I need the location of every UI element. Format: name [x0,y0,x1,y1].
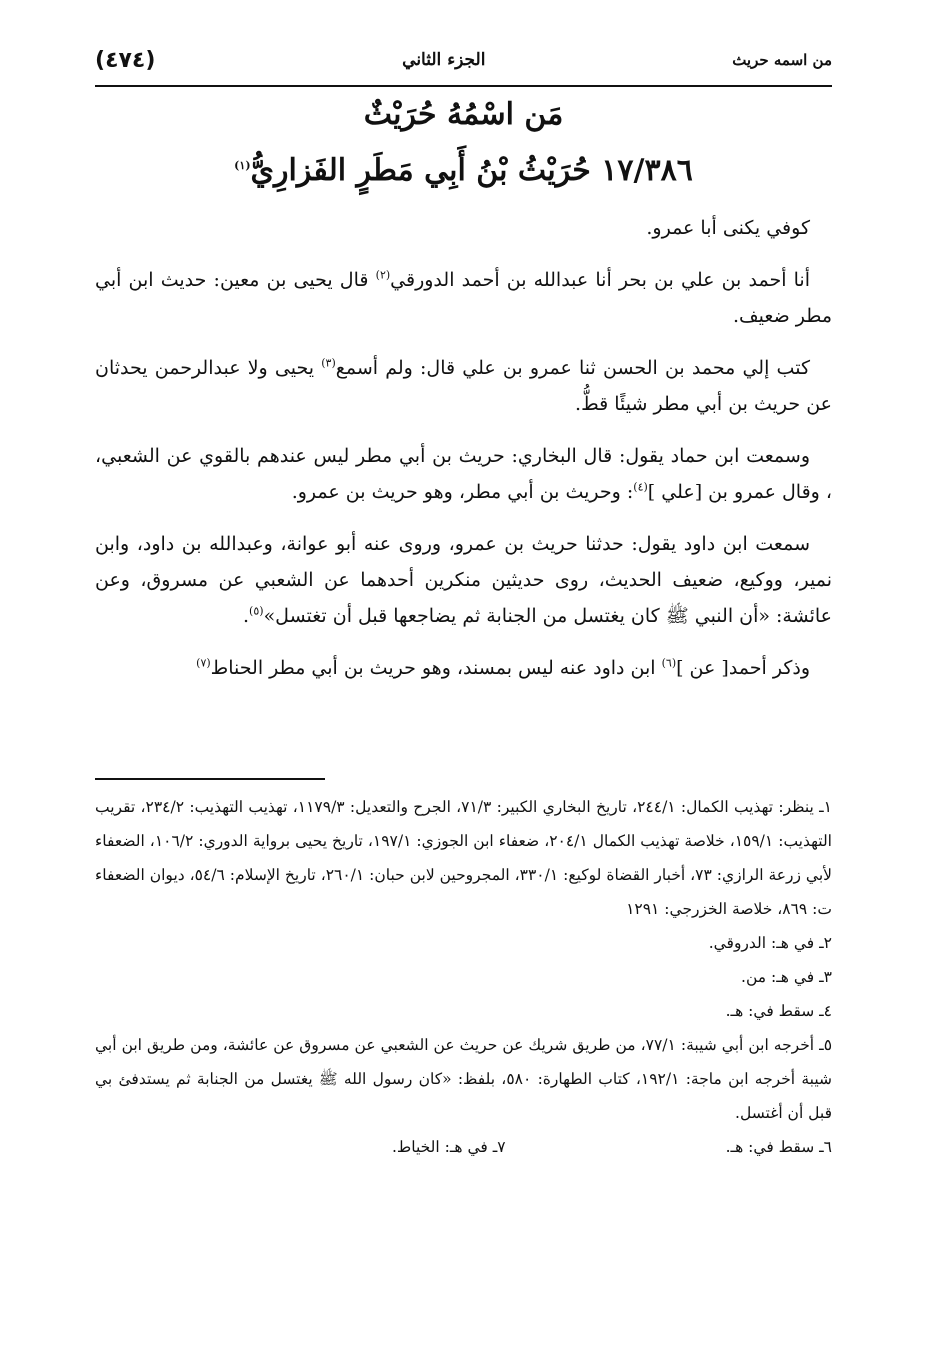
footnote-marker: (٦) [661,656,677,670]
paragraph-text: ابن داود عنه ليس بمسند، وهو حريث بن أبي مطر الحناط [210,657,662,679]
main-text [95,210,832,702]
paragraph-text: : وحريث بن أبي مطر، وهو حريث بن عمرو. [291,481,634,503]
header-chapter-title: من اسمه حريث [732,51,832,69]
entry-title-text: ١٧/٣٨٦ حُرَيْثُ بْنُ أَبِي مَطَرٍ الفَزارِيُّ [250,153,693,188]
paragraph [95,262,832,334]
paragraph-text: كتب إلي محمد بن الحسن ثنا عمرو بن علي قال: ولم أسمع [335,357,810,379]
paragraph-text: يحيى ولا عبدالرحمن يحدثان عن حريث بن أبي مطر شيئًا قطُّ. [95,357,832,415]
footnote: ٦ـ سقط في: هـ. [725,1138,832,1156]
paragraph-text: أنا أحمد بن علي بن بحر أنا عبدالله بن أحمد الدورقي [390,269,810,291]
footnote: ٥ـ أخرجه ابن أبي شيبة: ٧٧/١، من طريق شريك عن حريث عن الشعبي عن مسروق عن عائشة، ومن طريق ابن أبي شيبة أخرجه ابن ماجة: ١٩٢/١، كتاب الطهارة: ٥٨٠، بلفظ: «كان رسول الله ﷺ يغتسل من الجنابة ثم يستدفئ بي قبل أن أغتسل. [95,1036,833,1122]
footnote-marker: (٤) [633,480,648,494]
header-part-title: الجزء الثاني [402,50,486,70]
footnote: ٣ـ في هـ: من. [741,968,832,986]
paragraph [95,438,832,510]
footnote: ١ـ ينظر: تهذيب الكمال: ٢٤٤/١، تاريخ البخاري الكبير: ٧١/٣، الجرح والتعديل: ١١٧٩/٣، تهذيب التهذيب: ٢٣٤/٢، تقريب التهذيب: ١٥٩/١، خلاصة تهذيب الكمال ٢٠٤/١، ضعفاء ابن الجوزي: ١٩٧/١، تاريخ يحيى برواية الدوري: ١٠٦/٢، الضعفاء لأبي زرعة الرازي: ٧٣، أخبار القضاة لوكيع: ٣٣٠/١، المجروحين لابن حبان: ٢٦٠/١، تاريخ الإسلام: ٥٤/٦، ديوان الضعفاء ت: ٨٦٩، خلاصة الخزرجي: ١٢٩١ [95,798,832,918]
paragraph [95,526,832,634]
paragraph-text: سمعت ابن داود يقول: حدثنا حريث بن عمرو، وروى عنه أبو عوانة، وعبدالله بن داود، وابن نمير، ووكيع، ضعيف الحديث، روى حديثين منكرين أحدهما عن الشعبي عن مسروق، وعن عائشة: «أن النبي ﷺ كان يغتسل من الجنابة ثم يضاجعها قبل أن تغتسل» [95,533,832,627]
footnote-row [95,1130,832,1164]
footnote-marker: (٢) [375,268,391,282]
footnote: ٢ـ في هـ: الدروقي. [708,934,832,952]
footnotes [95,790,832,1164]
paragraph-text: قال يحيى بن معين: حديث ابن أبي مطر ضعيف. [95,269,832,327]
footnote-marker: (٧) [196,656,211,670]
paragraph [95,210,832,246]
paragraph-text: وسمعت ابن حماد يقول: قال البخاري: حريث بن أبي مطر ليس عندهم بالقوي عن الشعبي، ، وقال عمرو بن [علي ] [95,445,832,503]
paragraph-text: كوفي يكنى أبا عمرو. [646,217,810,239]
footnote: ٧ـ في هـ: الخياط. [391,1138,506,1156]
entry-title [95,146,832,196]
header-divider [95,85,832,87]
chapter-title: مَن اسْمُهُ حُرَيْثٌ [363,97,564,132]
page-number: (٤٧٤) [95,47,156,73]
paragraph [95,350,832,422]
footnote-marker: (١) [234,159,251,172]
paragraph-text: . [243,605,250,627]
paragraph-text: وذكر أحمد[ عن ] [676,657,810,679]
footnote-marker: (٣) [321,356,336,370]
footnote-divider [95,778,325,780]
running-header [95,40,832,80]
footnote-marker: (٥) [249,604,264,618]
footnote: ٤ـ سقط في: هـ. [725,1002,832,1020]
paragraph [95,650,832,686]
